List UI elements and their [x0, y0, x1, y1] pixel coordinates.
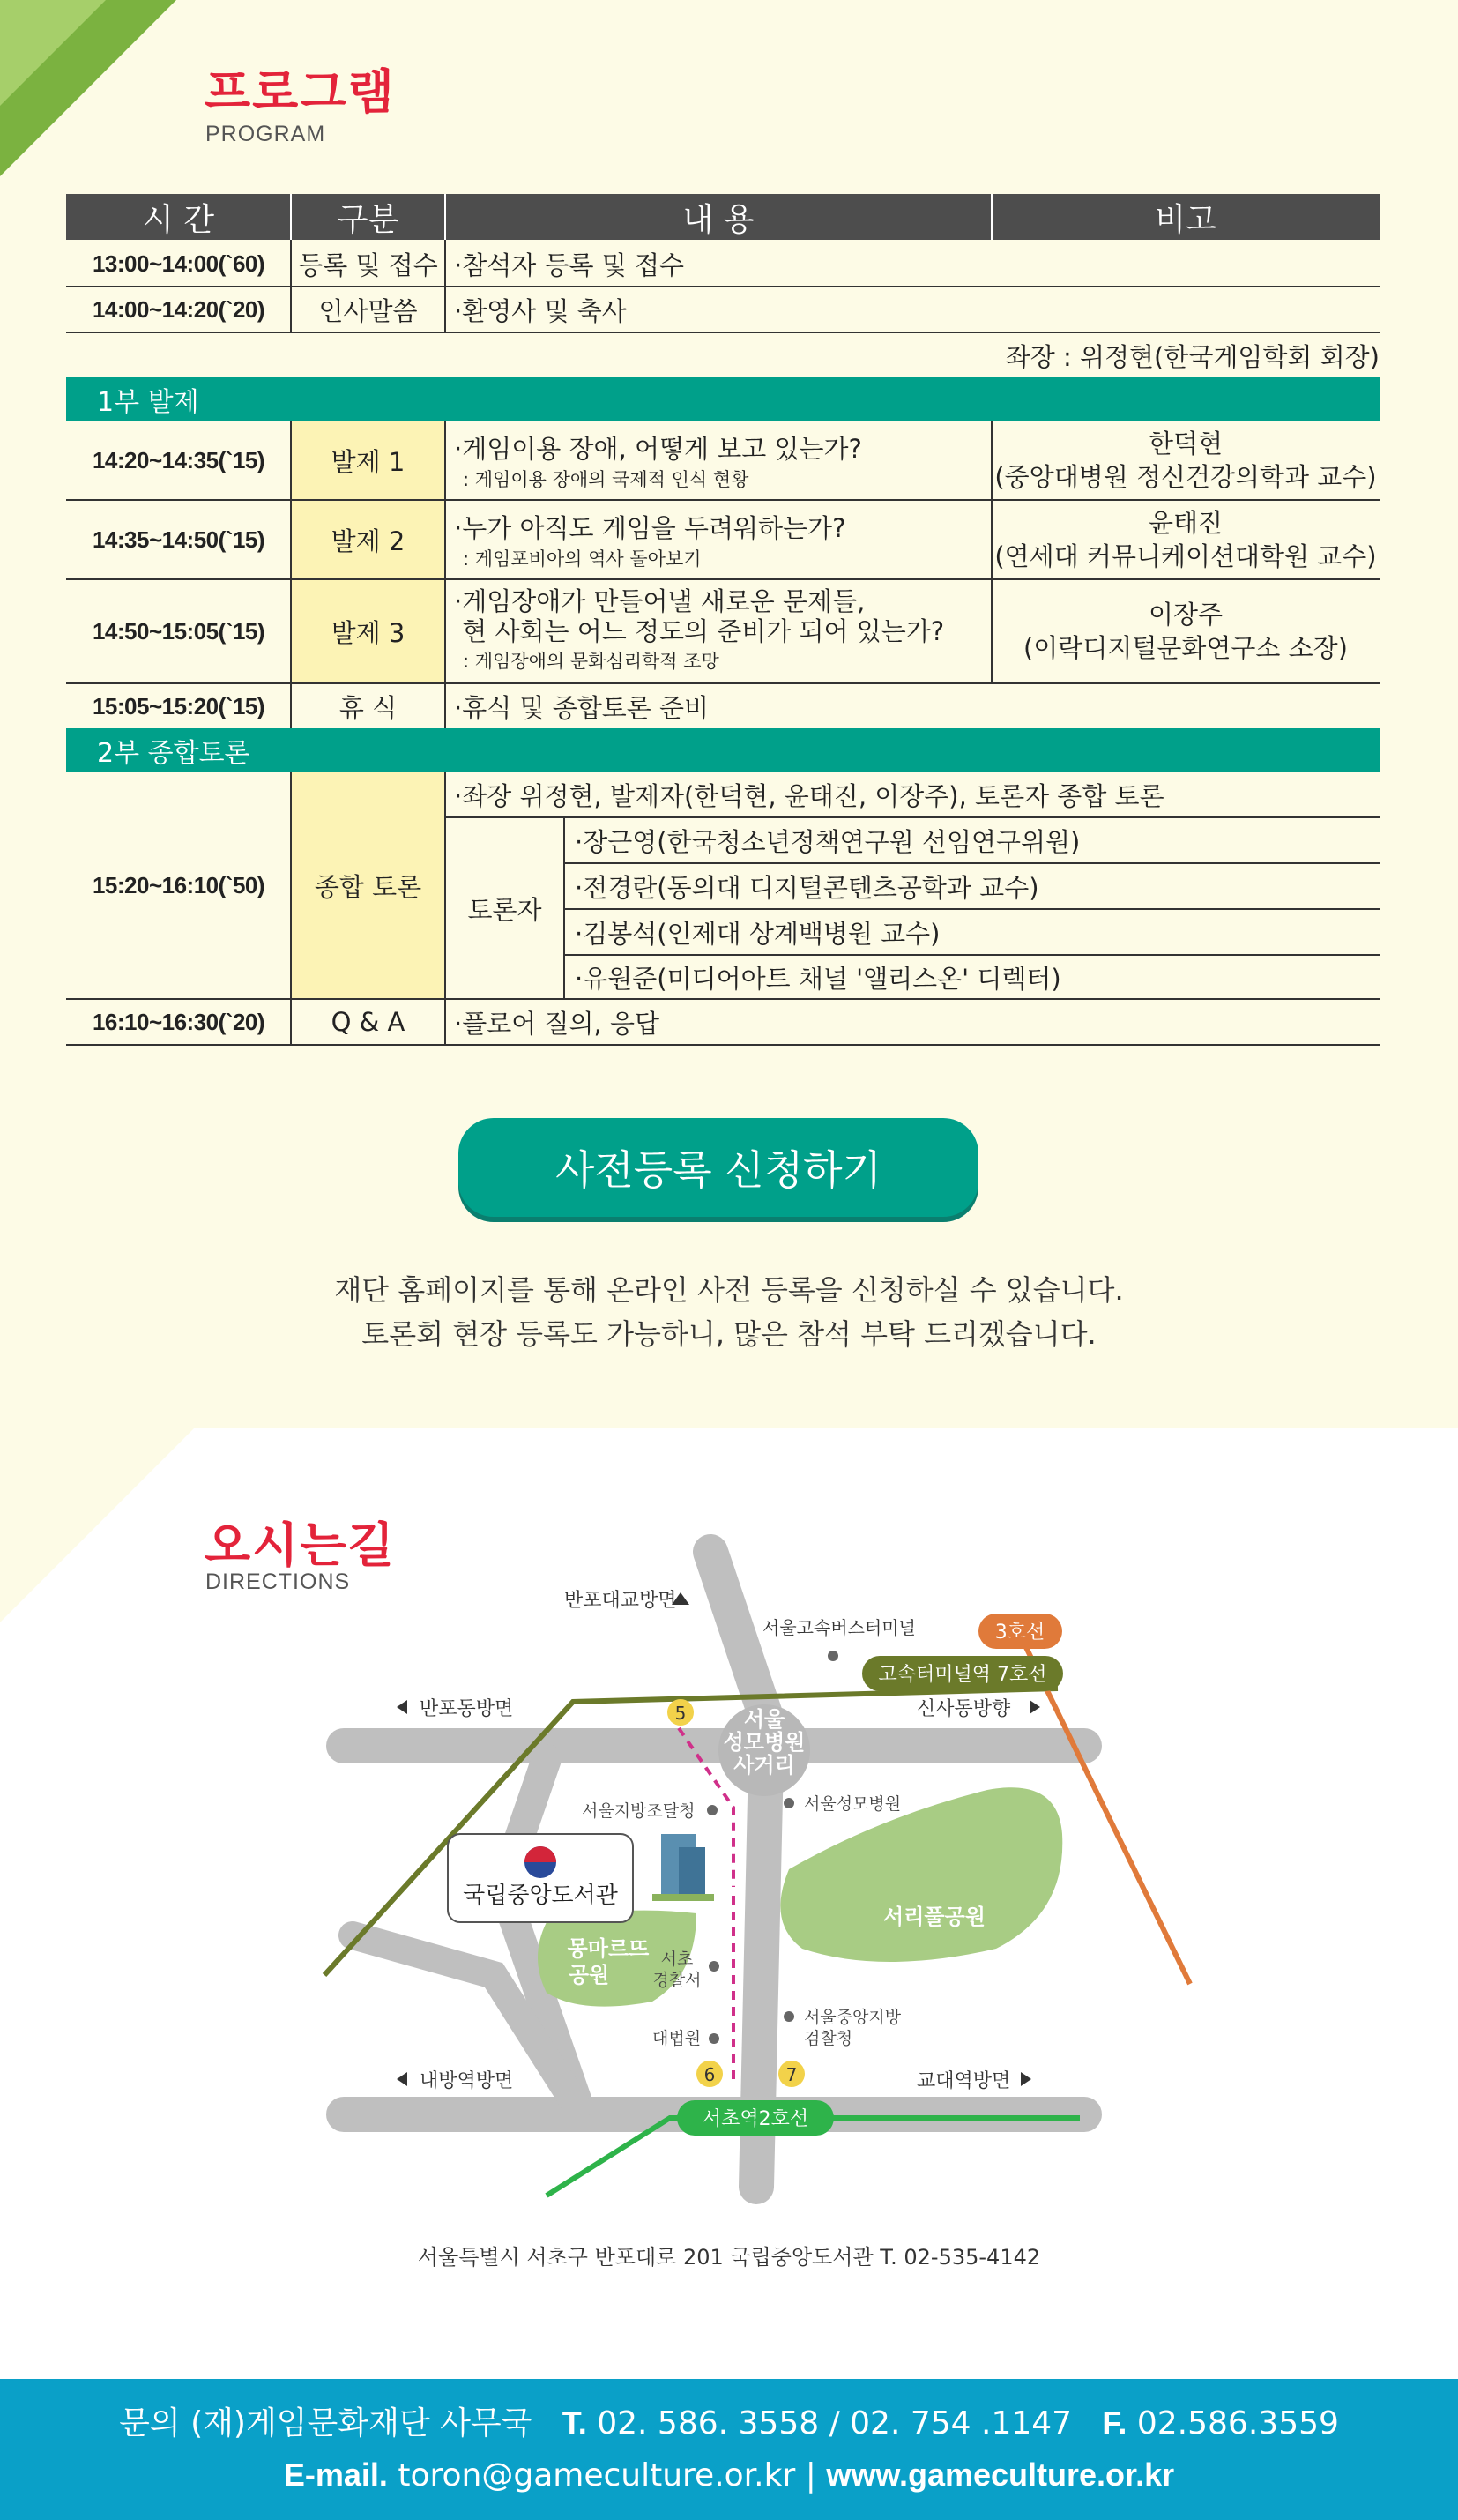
poi-dot [784, 1798, 794, 1808]
row-time: 14:35~14:50(`15) [92, 526, 265, 553]
dir-sinsa: 신사동방향 [917, 1698, 1011, 1720]
label-court: 대법원 [652, 2029, 702, 2048]
program-title: 프로그램 [205, 64, 396, 120]
road-banpo [710, 1552, 767, 2187]
row-content: ·환영사 및 축사 [454, 295, 627, 326]
directions-subtitle: DIRECTIONS [205, 1569, 351, 1594]
fax-label: F. [1102, 2404, 1127, 2441]
label-st-mary: 서울성모병원 [804, 1794, 902, 1814]
exit-7-label: 7 [785, 2064, 798, 2085]
intersection-label-2: 성모병원 [723, 1730, 806, 1755]
intersection-label-3: 사거리 [733, 1753, 795, 1778]
header-type: 구분 [337, 201, 399, 238]
fax-number: 02.586.3559 [1136, 2405, 1339, 2442]
header-content: 내 용 [682, 201, 755, 238]
poi-dot [828, 1651, 838, 1661]
dir-naebang: 내방역방면 [420, 2070, 514, 2092]
panelist: ·김봉석(인제대 상계백병원 교수) [575, 918, 941, 949]
row-content: ·참석자 등록 및 접수 [454, 250, 684, 280]
label-prosecutor-2: 검찰청 [804, 2029, 853, 2048]
discussion-block [66, 772, 1380, 998]
header-time: 시 간 [143, 201, 214, 238]
remark-name: 윤태진 [1148, 508, 1224, 538]
phone-label: T. [562, 2404, 587, 2441]
email-label: E-mail. [283, 2457, 388, 2493]
row-time: 14:00~14:20(`20) [92, 295, 265, 323]
row-time: 13:00~14:00(`60) [92, 250, 265, 277]
table-row [66, 1000, 1380, 1044]
remark-affiliation: (이락디지털문화연구소 소장) [1023, 633, 1348, 663]
dir-banpo-bridge: 반포대교방면 [564, 1590, 677, 1612]
header-remark: 비고 [1155, 201, 1216, 238]
register-info-line1: 재단 홈페이지를 통해 온라인 사전 등록을 신청하실 수 있습니다. [334, 1273, 1124, 1307]
exit-5-label: 5 [674, 1703, 687, 1724]
panelist: ·장근영(한국청소년정책연구원 선임연구위원) [575, 826, 1081, 857]
poi-dot [707, 1805, 718, 1815]
right-arrow-icon [1021, 2072, 1031, 2086]
row-type: 휴 식 [338, 692, 398, 723]
row-type: 종합 토론 [291, 772, 445, 998]
part1-bar: 1부 발제 [66, 377, 1380, 421]
panel-label: 토론자 [467, 894, 542, 925]
left-arrow-icon [397, 1700, 407, 1714]
row-time: 14:50~15:05(`15) [92, 617, 265, 645]
row-content: ·누가 아직도 게임을 두려워하는가? [454, 512, 846, 543]
label-prosecutor-1: 서울중앙지방 [804, 2008, 902, 2027]
row-type: 발제 2 [291, 501, 445, 578]
inquiry-label: 문의 [119, 2405, 181, 2442]
pre-registration-button[interactable]: 사전등록 신청하기 [458, 1118, 978, 1217]
label-procurement: 서울지방조달청 [582, 1801, 696, 1821]
corner-decoration-light [0, 0, 106, 106]
table-row [66, 501, 1380, 578]
email-link[interactable]: toron@gameculture.or.kr [398, 2457, 796, 2494]
line2-label: 서초역2호선 [702, 2108, 809, 2130]
table-row [66, 242, 1380, 286]
program-subtitle: PROGRAM [205, 122, 326, 146]
row-type: 인사말씀 [318, 295, 418, 326]
label-montmartre-2: 공원 [568, 1963, 610, 1987]
panelist: ·전경란(동의대 디지털콘텐츠공학과 교수) [575, 872, 1039, 903]
table-header [66, 194, 1380, 240]
label-library: 국립중앙도서관 [463, 1883, 618, 1909]
register-info-line2: 토론회 현장 등록도 가능하니, 많은 참석 부탁 드리겠습니다. [361, 1317, 1097, 1351]
table-row [66, 287, 1380, 332]
phone-number: 02. 586. 3558 / 02. 754 .1147 [597, 2405, 1073, 2442]
row-time: 14:20~14:35(`15) [92, 446, 265, 473]
table-row [66, 421, 1380, 499]
label-seoripul: 서리풀공원 [883, 1905, 986, 1929]
separator: | [805, 2457, 816, 2494]
dir-gyodae: 교대역방면 [917, 2070, 1011, 2092]
address: 서울특별시 서초구 반포대로 201 국립중앙도서관 T. 02-535-4142 [417, 2245, 1041, 2270]
row-content: ·게임장애가 만들어낼 새로운 문제들, [454, 586, 866, 616]
row-time: 15:20~16:10(`50) [92, 871, 265, 898]
website-link[interactable]: www.gameculture.or.kr [826, 2457, 1175, 2493]
row-type: 등록 및 접수 [298, 250, 438, 280]
exit-6-label: 6 [703, 2064, 716, 2085]
label-express-terminal: 서울고속버스터미널 [762, 1617, 916, 1638]
poi-dot [709, 2033, 719, 2044]
location-map [0, 1499, 1458, 2222]
row-time: 15:05~15:20(`15) [92, 692, 265, 719]
dir-banpo-dong: 반포동방면 [420, 1698, 514, 1720]
intersection-label-1: 서울 [743, 1707, 785, 1732]
label-police-1: 서초 [660, 1950, 694, 1969]
poi-dot [709, 1961, 719, 1972]
panelist: ·유원준(미디어아트 채널 '앨리스온' 디렉터) [575, 963, 1061, 994]
row-type: 발제 3 [291, 580, 445, 682]
table-row [66, 580, 1380, 682]
right-arrow-icon [1030, 1700, 1040, 1714]
part2-bar: 2부 종합토론 [66, 728, 1380, 772]
row-note: : 게임장애의 문화심리학적 조망 [463, 651, 719, 672]
organization: (재)게임문화재단 사무국 [190, 2405, 532, 2442]
poi-dot [784, 2011, 794, 2022]
chair-row [66, 333, 1380, 377]
footer [0, 2379, 1458, 2520]
remark-name: 이장주 [1148, 600, 1224, 630]
label-montmartre-1: 몽마르뜨 [567, 1936, 650, 1961]
row-type: 발제 1 [291, 421, 445, 499]
row-type: Q & A [331, 1007, 405, 1037]
line7-label: 고속터미널역 7호선 [878, 1664, 1047, 1686]
remark-affiliation: (연세대 커뮤니케이션대학원 교수) [994, 541, 1377, 571]
discussion-lead: ·좌장 위정현, 발제자(한덕현, 윤태진, 이장주), 토론자 종합 토론 [454, 780, 1164, 811]
row-note: : 게임포비아의 역사 돌아보기 [463, 548, 702, 570]
row-content: ·휴식 및 종합토론 준비 [454, 692, 709, 723]
left-arrow-icon [397, 2072, 407, 2086]
row-note: : 게임이용 장애의 국제적 인식 현황 [463, 468, 749, 490]
row-content: ·플로어 질의, 응답 [454, 1008, 659, 1039]
table-row [66, 684, 1380, 728]
footer-online [0, 2457, 1458, 2494]
label-police-2: 경찰서 [652, 1971, 702, 1990]
row-content-cont: 현 사회는 어느 정도의 준비가 되어 있는가? [454, 616, 945, 646]
directions-title: 오시는길 [205, 1517, 396, 1573]
chair-text: 좌장 : 위정현(한국게임학회 회장) [1005, 341, 1380, 372]
remark-affiliation: (중앙대병원 정신건강의학과 교수) [994, 462, 1377, 492]
footer-contact [0, 2398, 1458, 2443]
row-time: 16:10~16:30(`20) [92, 1008, 265, 1035]
library-building-icon [652, 1834, 714, 1901]
line3-label: 3호선 [994, 1622, 1045, 1644]
remark-name: 한덕현 [1148, 429, 1224, 459]
row-content: ·게임이용 장애, 어떻게 보고 있는가? [454, 433, 862, 464]
